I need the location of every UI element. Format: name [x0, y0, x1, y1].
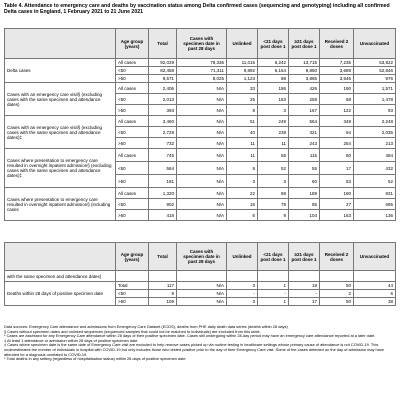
value-cell: 3 [258, 105, 289, 116]
value-cell: 564 [149, 162, 177, 175]
value-cell: 8 [149, 290, 177, 298]
value-cell: 181 [149, 175, 177, 188]
value-cell: 9 [258, 210, 289, 221]
value-cell: N/A [177, 199, 227, 210]
column-header: Total [149, 243, 177, 271]
value-cell: 2,248 [354, 116, 396, 127]
empty-cell [320, 271, 354, 282]
value-cell: 564 [289, 116, 320, 127]
value-cell: 38 [354, 298, 396, 306]
value-cell: N/A [177, 282, 227, 290]
value-cell: 249 [258, 116, 289, 127]
value-cell: 1,320 [149, 188, 177, 199]
value-cell: 190 [320, 83, 354, 94]
column-header: <21 days post dose 1 [258, 243, 289, 271]
age-group-cell: >50 [116, 138, 149, 149]
age-group-cell: All cases [116, 83, 149, 94]
value-cell: 695 [354, 199, 396, 210]
age-group-cell: <50 [116, 127, 149, 138]
value-cell: 8 [227, 105, 258, 116]
main-table [4, 28, 396, 221]
column-header: Age group (years) [116, 29, 149, 59]
value-cell: 213 [354, 138, 396, 149]
value-cell: 52,846 [354, 67, 396, 75]
value-cell: - [227, 290, 258, 298]
value-cell: 85 [289, 199, 320, 210]
value-cell: 50 [320, 282, 354, 290]
table-row [5, 188, 396, 199]
value-cell: 254 [320, 138, 354, 149]
value-cell: 109 [149, 298, 177, 306]
table-row [5, 282, 396, 290]
value-cell: 93 [354, 105, 396, 116]
value-cell: 7,235 [320, 59, 354, 67]
footnote: Data sources: Emergency Care attendance and admissions from Emergency Care Dataset (ECDS), deaths from PHE daily death data series (deaths within 28 days) [4, 324, 288, 329]
value-cell: 19 [289, 282, 320, 290]
value-cell: - [258, 290, 289, 298]
value-cell: 88 [258, 75, 289, 83]
table-row [5, 59, 396, 67]
section-label: Cases with an emergency care visit§ (excluding cases with the same specimen and attendance dates) [5, 83, 116, 116]
value-cell: N/A [177, 94, 227, 105]
value-cell: 3 [227, 298, 258, 306]
age-group-cell: <50 [116, 162, 149, 175]
value-cell: 6,154 [258, 67, 289, 75]
empty-cell [227, 271, 258, 282]
value-cell: 902 [149, 199, 177, 210]
empty-cell [289, 271, 320, 282]
value-cell: 94 [320, 127, 354, 138]
value-cell: 976 [354, 75, 396, 83]
value-cell: 71,311 [177, 67, 227, 75]
value-cell: 3,865 [289, 75, 320, 83]
column-header: Unvaccinated [354, 29, 396, 59]
empty-cell [149, 271, 177, 282]
age-group-cell: <50 [116, 290, 149, 298]
value-cell: N/A [177, 162, 227, 175]
value-cell: N/A [177, 175, 227, 188]
value-cell: 82,458 [149, 67, 177, 75]
value-cell: 22 [227, 188, 258, 199]
value-cell: 50 [320, 298, 354, 306]
value-cell: 16 [227, 199, 258, 210]
value-cell: 8 [227, 162, 258, 175]
value-cell: 321 [289, 127, 320, 138]
table-row [5, 83, 396, 94]
value-cell: 1,123 [227, 75, 258, 83]
value-cell: 9,571 [149, 75, 177, 83]
age-group-cell: All cases [116, 59, 149, 67]
column-header: Unlinked [227, 29, 258, 59]
empty-cell [258, 271, 289, 282]
value-cell: N/A [177, 210, 227, 221]
column-header: Received 2 doses [320, 29, 354, 59]
value-cell: 25 [227, 94, 258, 105]
value-cell: 79,336 [177, 59, 227, 67]
value-cell: 88 [258, 188, 289, 199]
value-cell: 732 [149, 138, 177, 149]
value-cell: 6,242 [258, 59, 289, 67]
header-row [5, 243, 396, 271]
value-cell: 418 [149, 210, 177, 221]
footnote: * Total deaths in any setting (regardless of hospitalisation status) within 28 days of positive specimen date [4, 356, 186, 362]
footnote: * Cases are assessed for any Emergency Care attendance within 28 days of their positive specimen date. Cases still undergoing within 28-day period may have an emergency care attendance reported at a later date. [4, 333, 376, 339]
value-cell: 831 [354, 188, 396, 199]
value-cell: 3,546 [320, 75, 354, 83]
value-cell: N/A [177, 127, 227, 138]
column-header: ≥21 days post dose 1 [289, 243, 320, 271]
column-header [5, 29, 116, 59]
table-row [5, 271, 396, 282]
value-cell: 68 [320, 94, 354, 105]
column-header: Cases with specimen date in past 28 days [177, 29, 227, 59]
section-label: Cases where presentation to emergency care resulted in overnight inpatient admission§ (excluding cases with the same specimen and attendance dates)‡ [5, 149, 116, 188]
table-title: Table 4. Attendance to emergency care and deaths by vaccination status among Delta confirmed cases (sequencing and genotyping) including all confirmed Delta cases in England, 1 February 2021 to 21 June 2021 [4, 3, 390, 15]
value-cell: N/A [177, 149, 227, 162]
column-header: Unlinked [227, 243, 258, 271]
age-group-cell: All cases [116, 188, 149, 199]
column-header: ≥21 days post dose 1 [289, 29, 320, 59]
value-cell: 11 [258, 138, 289, 149]
value-cell: N/A [177, 116, 227, 127]
table-row [5, 149, 396, 162]
value-cell: - [289, 290, 320, 298]
age-group-cell: All cases [116, 149, 149, 162]
value-cell: 1,571 [354, 83, 396, 94]
value-cell: 163 [320, 210, 354, 221]
value-cell: 11,015 [227, 59, 258, 67]
value-cell: 136 [354, 210, 396, 221]
value-cell: 92,029 [149, 59, 177, 67]
empty-cell [116, 271, 149, 282]
age-group-cell: <50 [116, 94, 149, 105]
value-cell: 115 [289, 149, 320, 162]
value-cell: 1 [258, 298, 289, 306]
value-cell: 1 [258, 282, 289, 290]
footnote: ‡ At least 1 attendance or admission within 28 days of positive specimen date [4, 337, 138, 343]
value-cell: 2,035 [354, 127, 396, 138]
value-cell: 51 [227, 116, 258, 127]
value-cell: N/A [177, 83, 227, 94]
value-cell: 183 [258, 94, 289, 105]
value-cell: 348 [320, 116, 354, 127]
header-row [5, 29, 396, 59]
value-cell: 9,892 [227, 67, 258, 75]
value-cell: 484 [354, 149, 396, 162]
value-cell: 11 [227, 149, 258, 162]
column-header: Age group (years) [116, 243, 149, 271]
value-cell: 79 [258, 199, 289, 210]
value-cell: 3 [227, 175, 258, 188]
footnote: ‡ Cases where specimen date is the same date of Emergency Care visit are excluded to help remove cases picked up via routine testing in healthcare settings whose primary cause of attendance is not COVID-19. This underestimates the number of individuals in hospital with COVID-19 but only includes those who tested positive prior to the day of their Emergency Care visit. Some of the cases detected on the day of admission may have attended for a diagnosis unrelated to COVID-19. [4, 342, 384, 357]
age-group-cell: All cases [116, 116, 149, 127]
value-cell: 190 [320, 188, 354, 199]
value-cell: 60 [289, 175, 320, 188]
value-cell: 17 [320, 162, 354, 175]
age-group-cell: >50 [116, 298, 149, 306]
value-cell: 122 [320, 105, 354, 116]
column-header: <21 days post dose 1 [258, 29, 289, 59]
column-header: Unvaccinated [354, 243, 396, 271]
table-row [5, 116, 396, 127]
value-cell: 189 [289, 188, 320, 199]
value-cell: 3,460 [149, 116, 177, 127]
section-label: Cases with an emergency care visit§ (excluding cases with the same specimen and attendance dates)‡ [5, 116, 116, 149]
column-header: Cases with specimen date in past 28 days [177, 243, 227, 271]
footnote: § Cases without specimen dates and unlinked sequences (sequenced samples that could not be matched to individuals) are excluded from this table. [4, 328, 261, 334]
section-label: with the same specimen and attendance dates) [5, 271, 116, 282]
value-cell: 393 [149, 105, 177, 116]
value-cell: 243 [289, 138, 320, 149]
age-group-cell: <50 [116, 67, 149, 75]
value-cell: 2,406 [149, 83, 177, 94]
value-cell: 33 [227, 83, 258, 94]
age-group-cell: >50 [116, 175, 149, 188]
value-cell: N/A [177, 290, 227, 298]
value-cell: 55 [258, 149, 289, 162]
value-cell: 3 [258, 175, 289, 188]
value-cell: N/A [177, 105, 227, 116]
value-cell: 2,013 [149, 94, 177, 105]
section-label: Deaths within 28 days of positive specimen date [5, 282, 116, 306]
age-group-cell: >50 [116, 210, 149, 221]
value-cell: 9,850 [289, 67, 320, 75]
deaths-table [4, 242, 396, 306]
value-cell: 52 [354, 175, 396, 188]
value-cell: N/A [177, 298, 227, 306]
value-cell: 27 [320, 199, 354, 210]
value-cell: 44 [354, 282, 396, 290]
value-cell: 11 [227, 138, 258, 149]
value-cell: 426 [289, 83, 320, 94]
age-group-cell: Total [116, 282, 149, 290]
value-cell: 6 [227, 210, 258, 221]
value-cell: 52 [258, 162, 289, 175]
column-header: Received 2 doses [320, 243, 354, 271]
value-cell: 53,822 [354, 59, 396, 67]
value-cell: 8,025 [177, 75, 227, 83]
age-group-cell: >50 [116, 105, 149, 116]
value-cell: 167 [289, 105, 320, 116]
value-cell: 259 [289, 94, 320, 105]
age-group-cell: <50 [116, 199, 149, 210]
value-cell: 13,715 [289, 59, 320, 67]
value-cell: N/A [177, 188, 227, 199]
age-group-cell: >50 [116, 75, 149, 83]
value-cell: 63 [320, 175, 354, 188]
value-cell: 2 [320, 290, 354, 298]
value-cell: 55 [289, 162, 320, 175]
column-header: Total [149, 29, 177, 59]
footnotes [4, 325, 396, 362]
value-cell: 80 [320, 149, 354, 162]
section-label: Delta cases [5, 59, 116, 83]
value-cell: 186 [258, 83, 289, 94]
value-cell: 2,728 [149, 127, 177, 138]
value-cell: 6 [354, 290, 396, 298]
value-cell: 432 [354, 162, 396, 175]
empty-cell [354, 271, 396, 282]
value-cell: N/A [177, 138, 227, 149]
value-cell: 745 [149, 149, 177, 162]
value-cell: 1,478 [354, 94, 396, 105]
value-cell: 3,689 [320, 67, 354, 75]
column-header [5, 243, 116, 271]
value-cell: 238 [258, 127, 289, 138]
value-cell: 104 [289, 210, 320, 221]
value-cell: 40 [227, 127, 258, 138]
value-cell: 117 [149, 282, 177, 290]
empty-cell [177, 271, 227, 282]
value-cell: 17 [289, 298, 320, 306]
value-cell: 3 [227, 282, 258, 290]
section-label: Cases where presentation to emergency care resulted in overnight inpatient admission§ (including cases [5, 188, 116, 221]
